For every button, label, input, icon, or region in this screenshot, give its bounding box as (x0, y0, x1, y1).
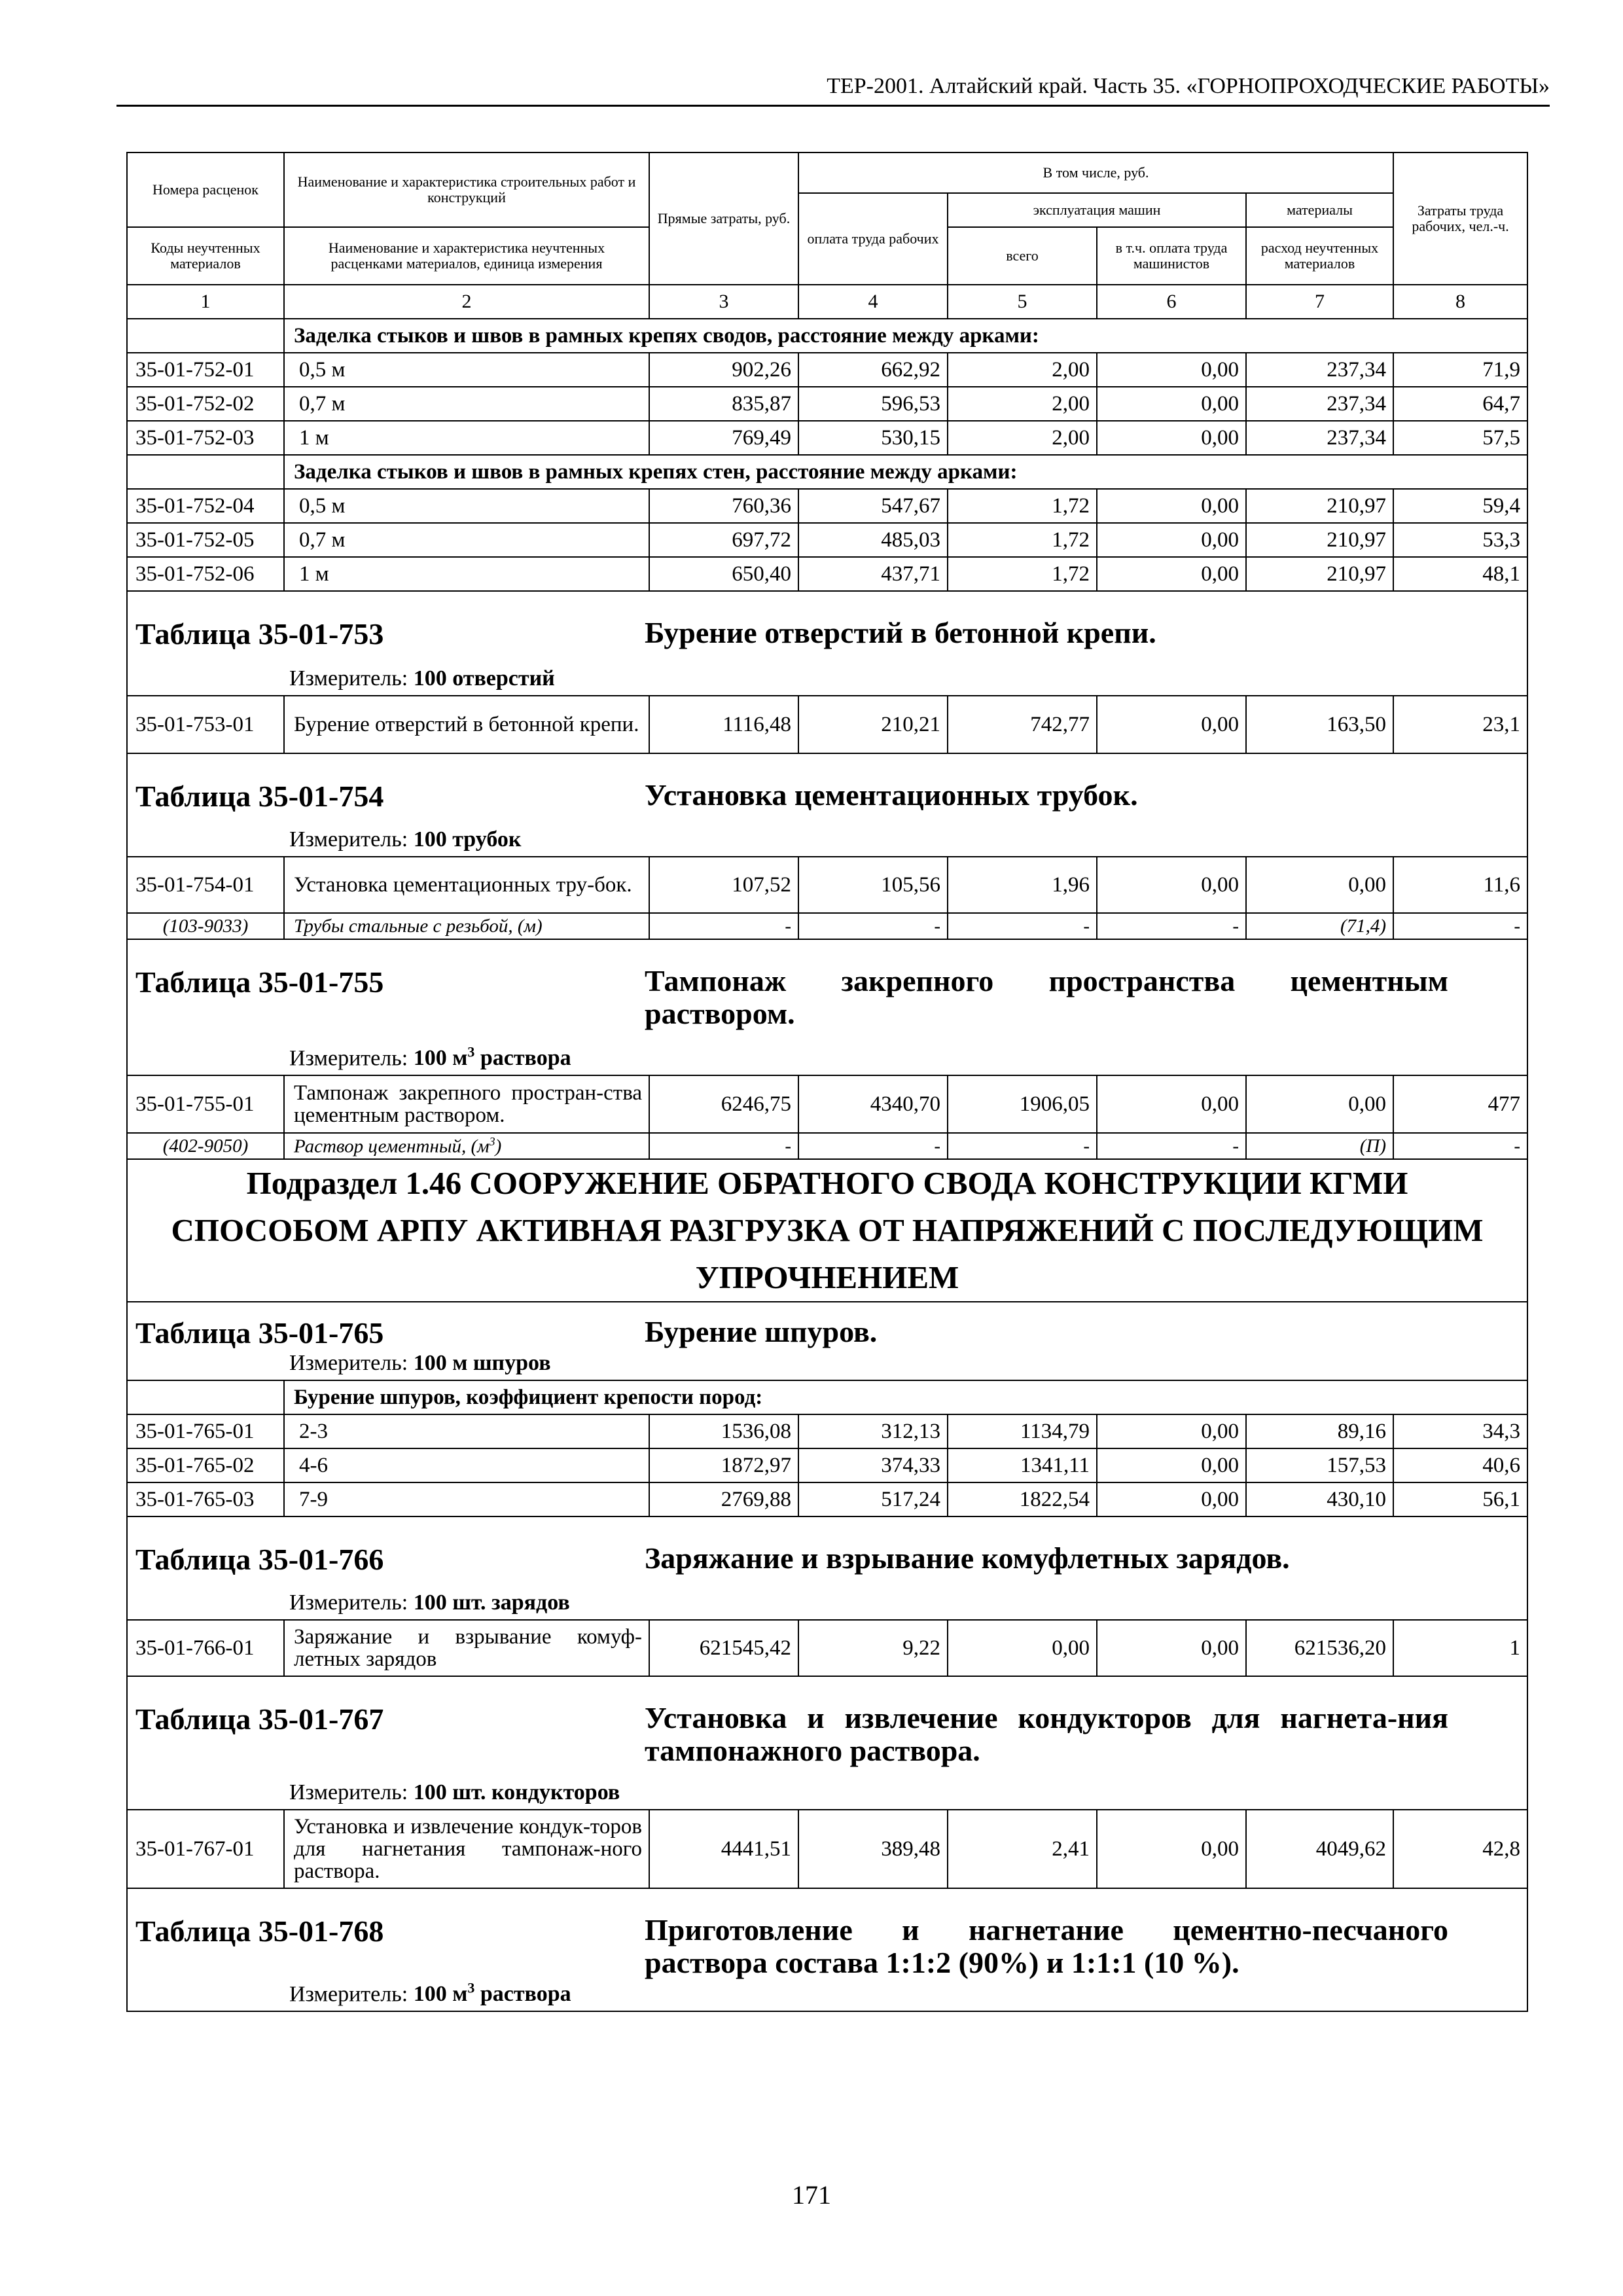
table-block-765 (127, 1302, 1527, 1380)
col-header-incl: В том числе, руб. (798, 152, 1393, 193)
table-block-766 (127, 1516, 1527, 1620)
table-block-753 (127, 591, 1527, 696)
table-row: 35-01-752-01 0,5 м 902,26 662,92 2,00 0,00 237,34 71,9 (127, 353, 1527, 387)
table-row: 35-01-765-03 7-9 2769,88 517,24 1822,54 0,00 430,10 56,1 (127, 1482, 1527, 1516)
col-number: 1 (127, 285, 284, 319)
col-header-code: Номера расценок (127, 152, 284, 227)
table-row: 35-01-754-01 Установка цементационных тру-бок. 107,52 105,56 1,96 0,00 0,00 11,6 (127, 857, 1527, 913)
rates-table (126, 152, 1528, 2012)
table-measure: Измеритель: 100 шт. зарядов (289, 1590, 570, 1615)
col-number: 8 (1393, 285, 1527, 319)
table-block-768 (127, 1888, 1527, 2011)
section-heading: Бурение шпуров, коэффициент крепости пород: (284, 1380, 1527, 1414)
col-header-hours: Затраты труда рабочих, чел.-ч. (1393, 152, 1527, 285)
page-number: 171 (792, 2180, 831, 2210)
col-header-total: всего (948, 227, 1097, 285)
col-header-machinists: в т.ч. оплата труда машинистов (1097, 227, 1246, 285)
col-number: 5 (948, 285, 1097, 319)
table-row: 35-01-765-01 2-3 1536,08 312,13 1134,79 0,00 89,16 34,3 (127, 1414, 1527, 1448)
section-heading: Заделка стыков и швов в рамных крепях сводов, расстояние между арками: (284, 319, 1527, 353)
table-measure: Измеритель: 100 м шпуров (289, 1351, 551, 1375)
table-block-755 (127, 939, 1527, 1075)
table-title: Таблица 35-01-753 (135, 617, 384, 651)
table-row: 35-01-752-02 0,7 м 835,87 596,53 2,00 0,00 237,34 64,7 (127, 387, 1527, 421)
table-row: 35-01-752-06 1 м 650,40 437,71 1,72 0,00 210,97 48,1 (127, 557, 1527, 591)
col-number: 3 (649, 285, 798, 319)
table-row: 35-01-755-01 Тампонаж закрепного простран-ства цементным раствором. 6246,75 4340,70 1906,05 0,00 0,00 477 (127, 1075, 1527, 1133)
col-number: 2 (284, 285, 649, 319)
col-header-name-sub: Наименование и характеристика неучтенных расценками материалов, единица измерения (284, 227, 649, 285)
table-description: Тампонаж закрепного пространства цементным раствором. (645, 964, 1449, 1030)
table-measure: Измеритель: 100 шт. кондукторов (289, 1780, 620, 1804)
table-title: Таблица 35-01-767 (135, 1702, 384, 1736)
table-measure: Измеритель: 100 трубок (289, 827, 522, 852)
col-header-name: Наименование и характеристика строительных работ и конструкций (284, 152, 649, 227)
table-description: Установка и извлечение кондукторов для нагнета-ния тампонажного раствора. (645, 1701, 1449, 1767)
table-row: 35-01-752-03 1 м 769,49 530,15 2,00 0,00 237,34 57,5 (127, 421, 1527, 455)
col-header-labor: оплата труда рабочих (798, 193, 948, 285)
table-description: Бурение отверстий в бетонной крепи. (645, 616, 1156, 649)
table-title: Таблица 35-01-765 (135, 1316, 384, 1350)
material-row: (402-9050) Раствор цементный, $(м^3)$ - - - - (П) - (127, 1133, 1527, 1159)
table-description: Приготовление и нагнетание цементно-песчаного раствора состава 1:1:2 (90%) и 1:1:1 (10 %). (645, 1913, 1449, 1979)
table-title: Таблица 35-01-755 (135, 965, 384, 999)
table-title: Таблица 35-01-754 (135, 780, 384, 813)
table-title: Таблица 35-01-766 (135, 1543, 384, 1576)
table-description: Заряжание и взрывание комуфлетных зарядов. (645, 1541, 1290, 1575)
table-description: Установка цементационных трубок. (645, 778, 1138, 812)
table-block-754 (127, 753, 1527, 857)
col-header-materials: материалы (1246, 193, 1393, 227)
subsection-heading: Подраздел 1.46 СООРУЖЕНИЕ ОБРАТНОГО СВОДА КОНСТРУКЦИИ КГМИ СПОСОБОМ АРПУ АКТИВНАЯ РАЗГРУЗКА ОТ НАПРЯЖЕНИЙ С ПОСЛЕДУЮЩИМ УПРОЧНЕНИЕМ (127, 1159, 1527, 1302)
table-row: 35-01-752-05 0,7 м 697,72 485,03 1,72 0,00 210,97 53,3 (127, 523, 1527, 557)
col-header-code-sub: Коды неучтенных материалов (127, 227, 284, 285)
material-row: (103-9033) Трубы стальные с резьбой, (м) - - - - (71,4) - (127, 913, 1527, 939)
col-header-machines: эксплуатация машин (948, 193, 1246, 227)
running-header: ТЕР-2001. Алтайский край. Часть 35. «ГОРНОПРОХОДЧЕСКИЕ РАБОТЫ» (116, 71, 1550, 107)
col-header-direct: Прямые затраты, руб. (649, 152, 798, 285)
table-description: Бурение шпуров. (645, 1315, 878, 1348)
table-row: 35-01-752-04 0,5 м 760,36 547,67 1,72 0,00 210,97 59,4 (127, 489, 1527, 523)
table-row: 35-01-753-01 Бурение отверстий в бетонной крепи. 1116,48 210,21 742,77 0,00 163,50 23,1 (127, 696, 1527, 753)
table-measure: Измеритель: 100 $м^3$ раствора (289, 1043, 571, 1070)
section-heading: Заделка стыков и швов в рамных крепях стен, расстояние между арками: (284, 455, 1527, 489)
col-number: 6 (1097, 285, 1246, 319)
table-row: 35-01-765-02 4-6 1872,97 374,33 1341,11 0,00 157,53 40,6 (127, 1448, 1527, 1482)
table-block-767 (127, 1676, 1527, 1810)
col-number: 7 (1246, 285, 1393, 319)
table-row: 35-01-767-01 Установка и извлечение кондук-торов для нагнетания тампонаж-ного раствора. 4441,51 389,48 2,41 0,00 4049,62 42,8 (127, 1810, 1527, 1888)
table-row: 35-01-766-01 Заряжание и взрывание комуф-летных зарядов 621545,42 9,22 0,00 0,00 621536,20 1 (127, 1620, 1527, 1676)
table-measure: Измеритель: 100 отверстий (289, 666, 555, 691)
col-number: 4 (798, 285, 948, 319)
table-title: Таблица 35-01-768 (135, 1914, 384, 1948)
table-measure: Измеритель: 100 $м^3$ раствора (289, 1979, 571, 2006)
col-header-materials-sub: расход неучтенных материалов (1246, 227, 1393, 285)
